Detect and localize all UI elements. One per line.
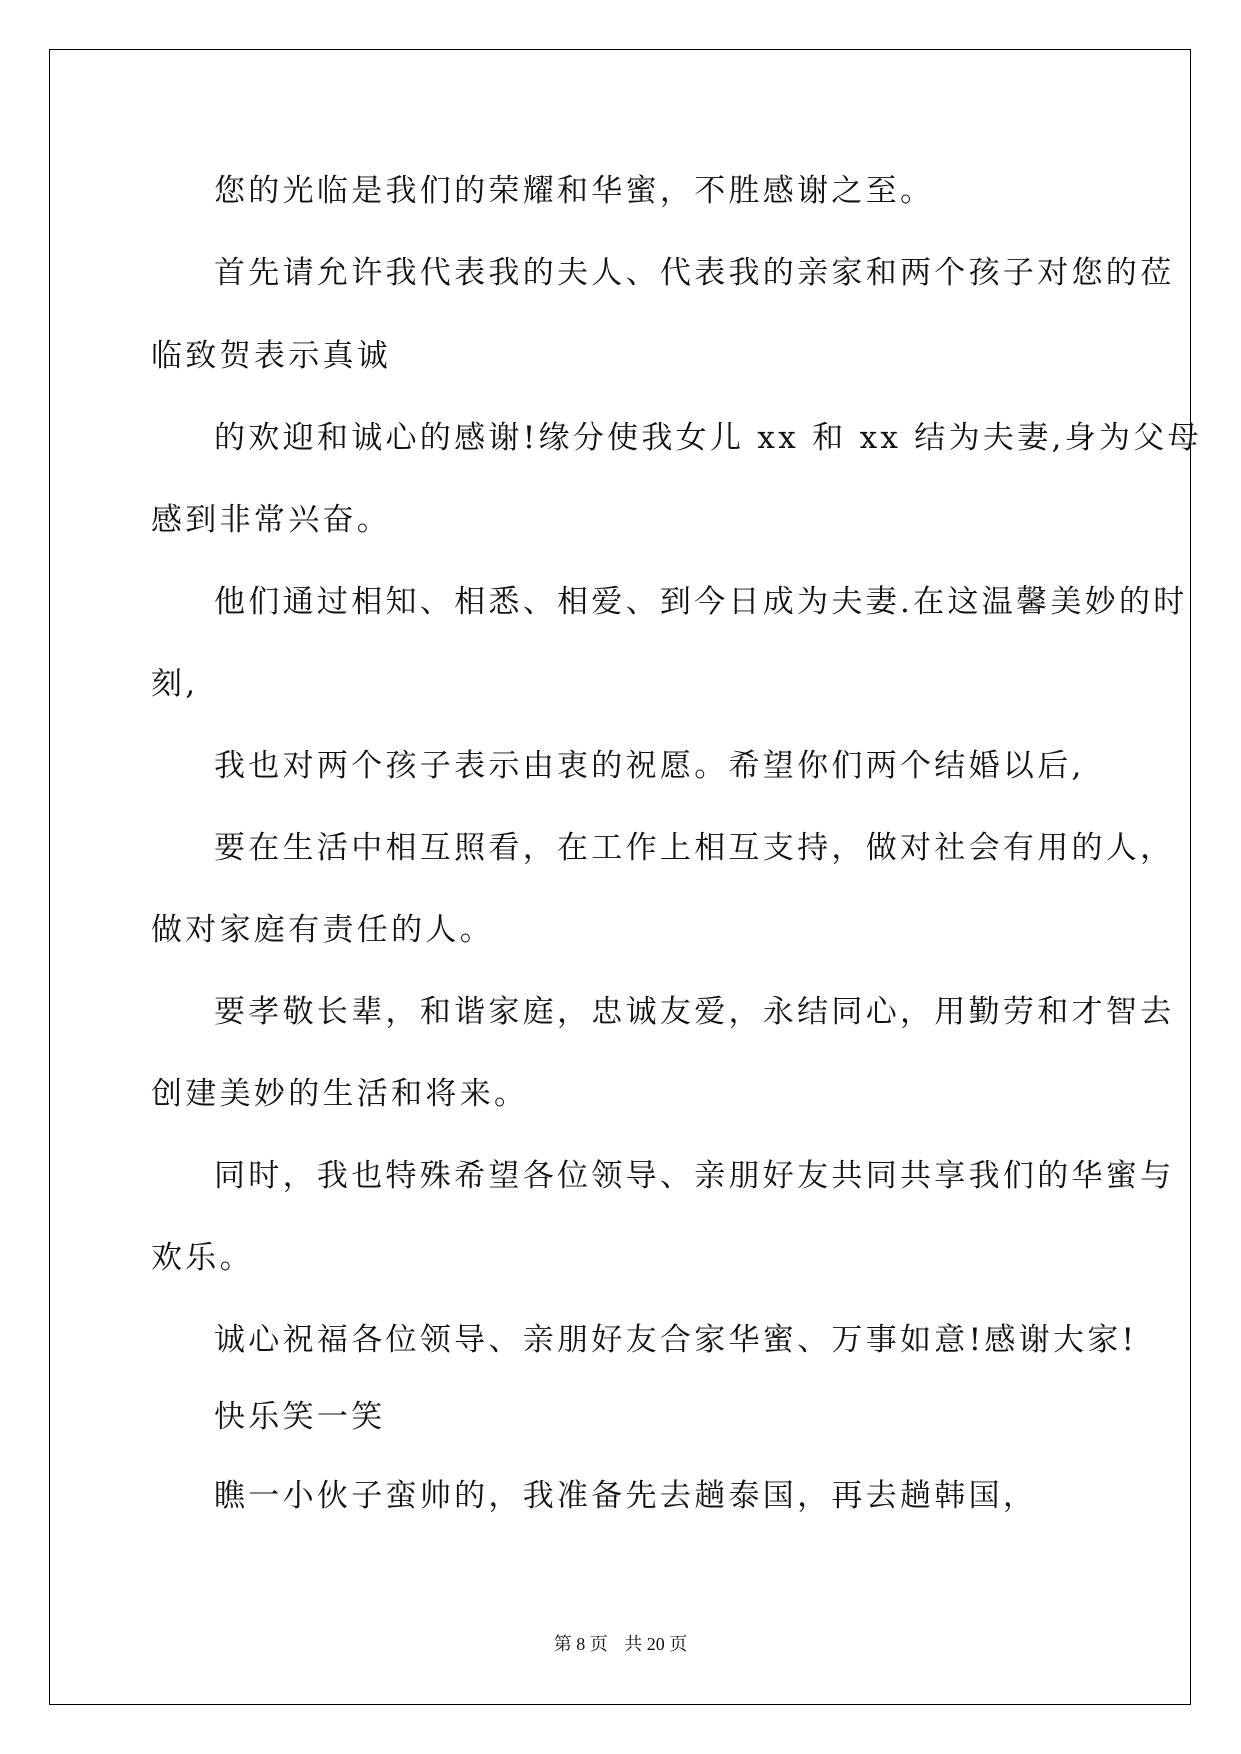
paragraph-line: 要孝敬长辈，和谐家庭，忠诚友爱，永结同心，用勤劳和才智去 xyxy=(214,994,1175,1030)
paragraph-line: 他们通过相知、相悉、相爱、到今日成为夫妻.在这温馨美妙的时 xyxy=(214,584,1188,620)
page-footer xyxy=(0,1630,1241,1656)
page-number-total: 共 20 页 xyxy=(624,1634,688,1654)
paragraph-line: 做对家庭有责任的人。 xyxy=(151,912,494,948)
heading-line: 快乐笑一笑 xyxy=(214,1399,386,1435)
paragraph-line: 同时，我也特殊希望各位领导、亲朋好友共同共享我们的华蜜与 xyxy=(214,1158,1175,1194)
paragraph-line: 的欢迎和诚心的感谢!缘分使我女儿 xx 和 xx 结为夫妻,身为父母 xyxy=(214,420,1202,456)
paragraph-line: 要在生活中相互照看，在工作上相互支持，做对社会有用的人， xyxy=(214,830,1175,866)
paragraph-line: 临致贺表示真诚 xyxy=(151,338,392,374)
page-number-current: 第 8 页 xyxy=(553,1634,608,1654)
paragraph-line: 瞧一小伙子蛮帅的，我准备先去趟泰国，再去趟韩国， xyxy=(214,1478,1038,1514)
paragraph-line: 欢乐。 xyxy=(151,1240,254,1276)
paragraph-line: 刻, xyxy=(151,666,199,702)
paragraph-line: 我也对两个孩子表示由衷的祝愿。希望你们两个结婚以后, xyxy=(214,748,1085,784)
paragraph-line: 创建美妙的生活和将来。 xyxy=(151,1076,529,1112)
paragraph-line: 诚心祝福各位领导、亲朋好友合家华蜜、万事如意!感谢大家! xyxy=(214,1322,1138,1358)
page-border xyxy=(49,49,1202,1705)
paragraph-line: 感到非常兴奋。 xyxy=(151,502,392,538)
paragraph-line: 首先请允许我代表我的夫人、代表我的亲家和两个孩子对您的莅 xyxy=(214,255,1175,291)
paragraph-line: 您的光临是我们的荣耀和华蜜，不胜感谢之至。 xyxy=(214,173,935,209)
